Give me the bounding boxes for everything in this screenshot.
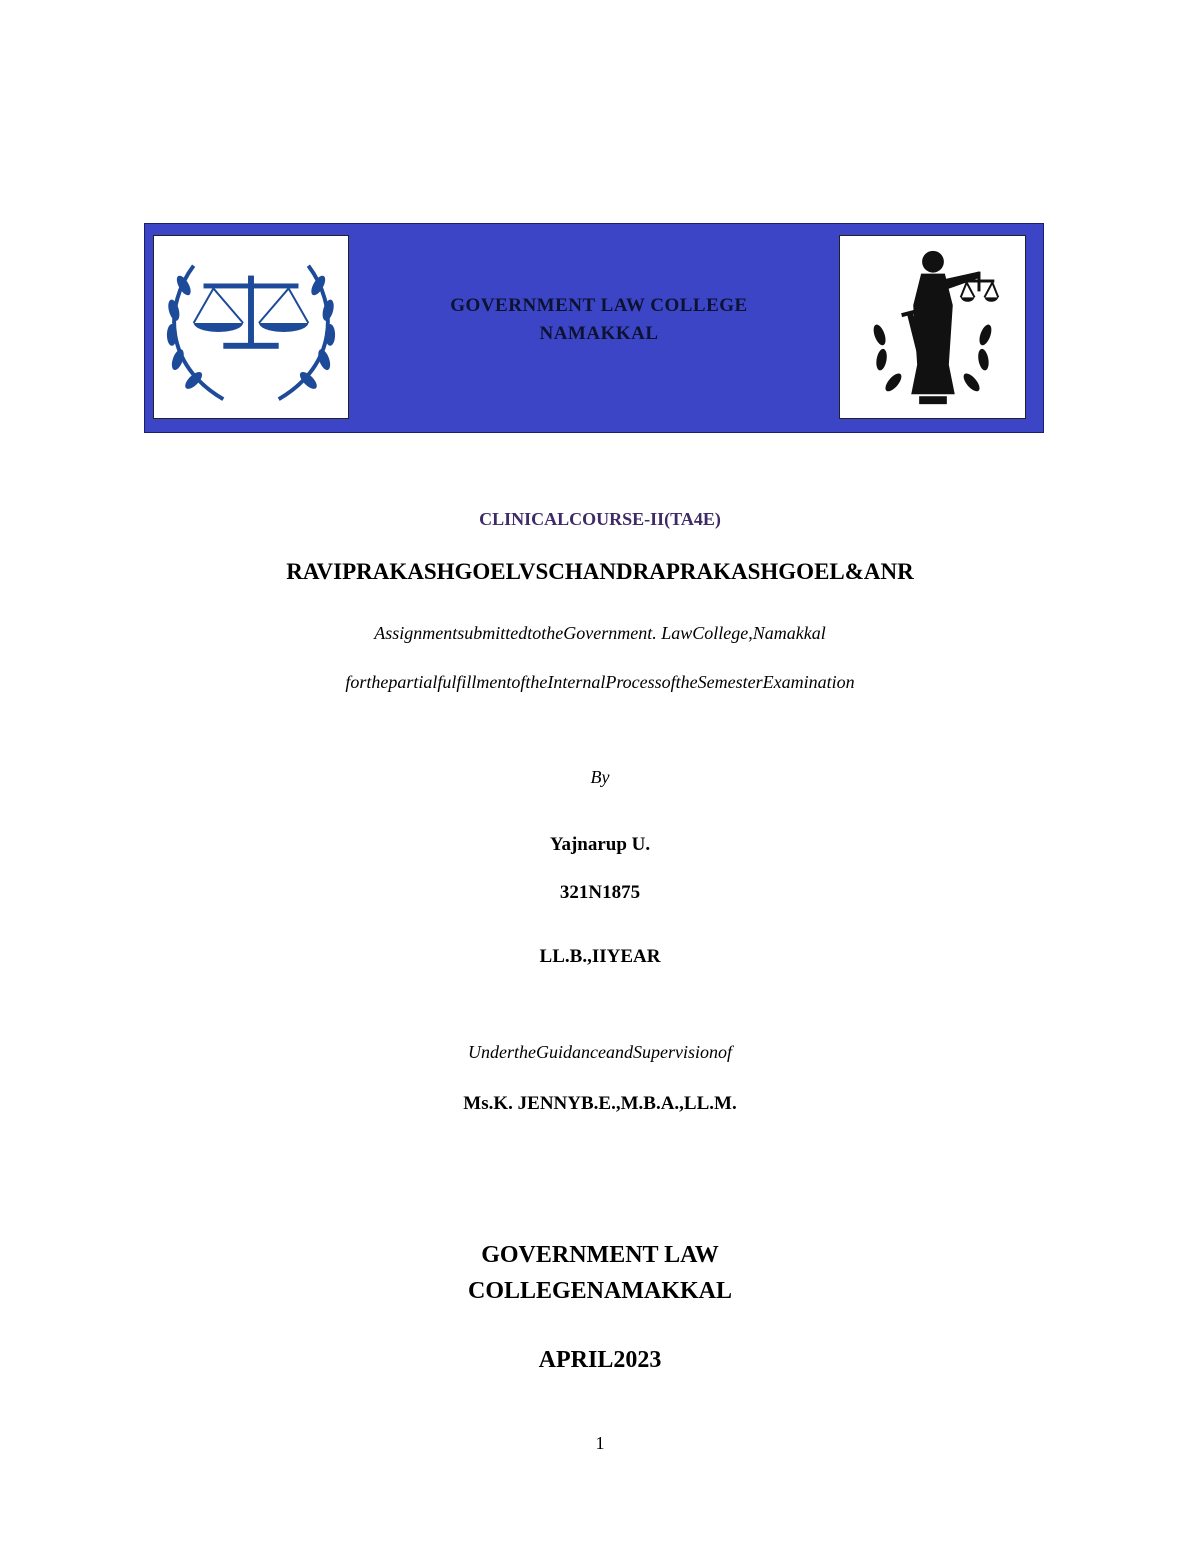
footer-college-line2: COLLEGENAMAKKAL xyxy=(467,1278,733,1304)
scales-laurel-logo xyxy=(153,235,349,419)
lady-justice-logo xyxy=(839,235,1026,419)
course-title: CLINICALCOURSE-II(TA4E) xyxy=(479,509,721,529)
banner-title xyxy=(375,292,823,348)
case-title: RAVIPRAKASHGOELVSCHANDRAPRAKASHGOEL&ANR xyxy=(286,559,914,584)
submission-line-2: forthepartialfulfillmentoftheInternalProcessoftheSemesterExamination xyxy=(345,672,855,692)
banner-title-line1: GOVERNMENT LAW COLLEGE xyxy=(450,295,748,316)
scales-icon xyxy=(154,236,348,418)
by-label: By xyxy=(590,767,610,787)
guide-name: Ms.K. JENNYB.E.,M.B.A.,LL.M. xyxy=(463,1093,737,1114)
register-number: 321N1875 xyxy=(559,882,641,903)
lady-justice-icon xyxy=(840,236,1025,418)
submission-date: APRIL2023 xyxy=(538,1347,662,1373)
student-name: Yajnarup U. xyxy=(549,834,651,855)
submission-line-1: AssignmentsubmittedtotheGovernment. LawCollege,Namakkal xyxy=(374,623,826,643)
course-year: LL.B.,IIYEAR xyxy=(539,946,661,967)
header-banner xyxy=(144,223,1044,433)
footer-college xyxy=(0,1237,1200,1309)
banner-title-line2: NAMAKKAL xyxy=(539,323,659,344)
page-number: 1 xyxy=(595,1433,605,1453)
guidance-label: UndertheGuidanceandSupervisionof xyxy=(468,1042,732,1062)
footer-college-line1: GOVERNMENT LAW xyxy=(481,1242,719,1268)
